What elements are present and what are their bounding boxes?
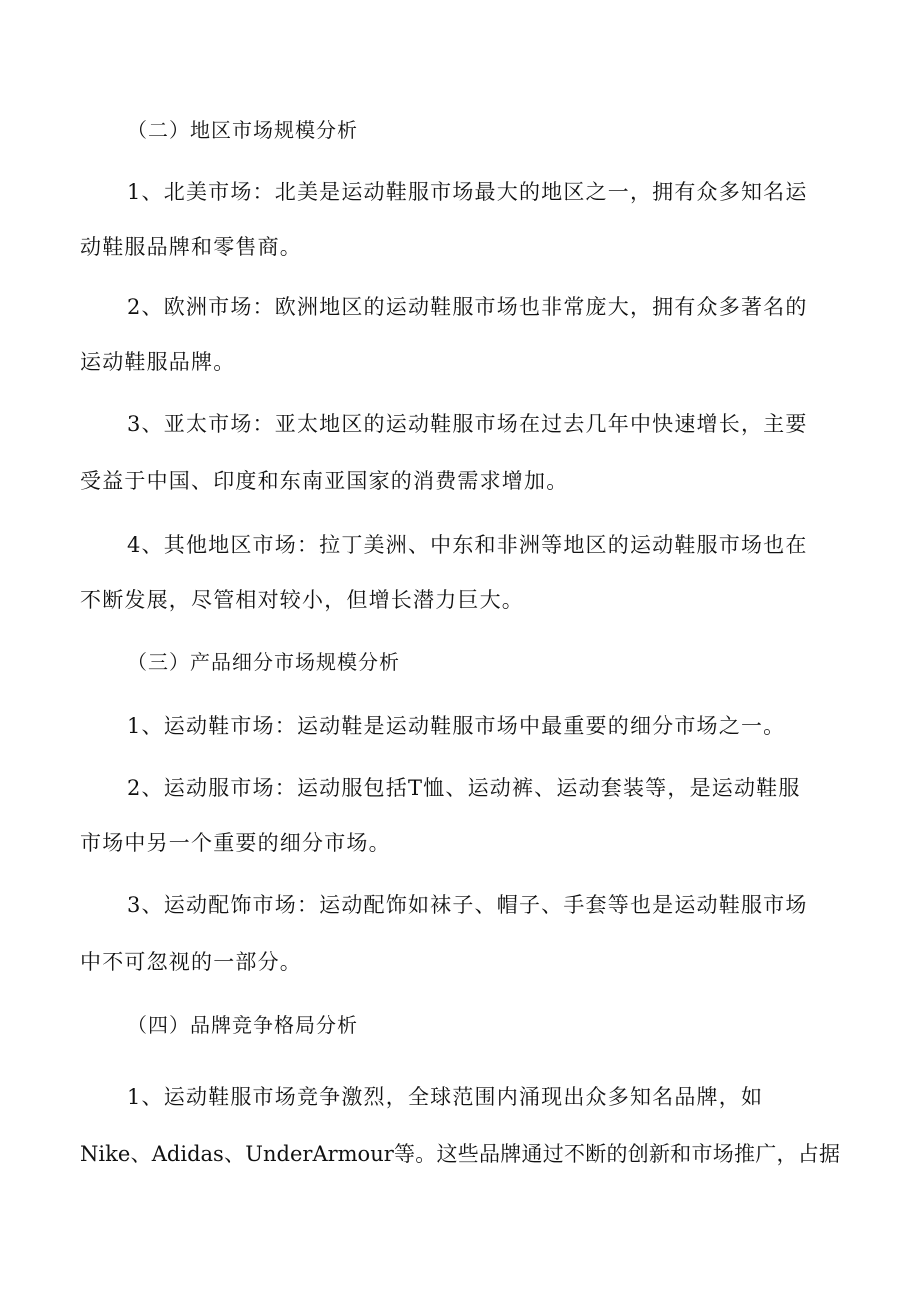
paragraph-accessories-line-1: 3、运动配饰市场：运动配饰如袜子、帽子、手套等也是运动鞋服市场 <box>127 893 808 917</box>
paragraph-brand-competition-line-1: 1、运动鞋服市场竞争激烈，全球范围内涌现出众多知名品牌，如 <box>127 1085 764 1109</box>
section-heading-brand: （四）品牌竞争格局分析 <box>127 1013 358 1037</box>
paragraph-other-regions-line-2: 不断发展，尽管相对较小，但增长潜力巨大。 <box>80 588 524 612</box>
paragraph-brand-competition-line-2: Nike、Adidas、UnderArmour等。这些品牌通过不断的创新和市场推广，占据 <box>80 1142 840 1166</box>
section-heading-regional: （二）地区市场规模分析 <box>127 118 358 142</box>
paragraph-asia-pacific-line-1: 3、亚太市场：亚太地区的运动鞋服市场在过去几年中快速增长，主要 <box>127 412 808 436</box>
paragraph-other-regions-line-1: 4、其他地区市场：拉丁美洲、中东和非洲等地区的运动鞋服市场也在 <box>127 533 808 557</box>
paragraph-apparel-line-1: 2、运动服市场：运动服包括T恤、运动裤、运动套装等，是运动鞋服 <box>127 776 801 800</box>
paragraph-shoes: 1、运动鞋市场：运动鞋是运动鞋服市场中最重要的细分市场之一。 <box>127 714 786 738</box>
paragraph-north-america-line-2: 动鞋服品牌和零售商。 <box>80 235 302 259</box>
paragraph-europe-line-2: 运动鞋服品牌。 <box>80 350 236 374</box>
paragraph-europe-line-1: 2、欧洲市场：欧洲地区的运动鞋服市场也非常庞大，拥有众多著名的 <box>127 295 808 319</box>
paragraph-apparel-line-2: 市场中另一个重要的细分市场。 <box>80 831 391 855</box>
paragraph-accessories-line-2: 中不可忽视的一部分。 <box>80 950 302 974</box>
paragraph-north-america-line-1: 1、北美市场：北美是运动鞋服市场最大的地区之一，拥有众多知名运 <box>127 180 808 204</box>
section-heading-product: （三）产品细分市场规模分析 <box>127 650 400 674</box>
paragraph-asia-pacific-line-2: 受益于中国、印度和东南亚国家的消费需求增加。 <box>80 469 569 493</box>
